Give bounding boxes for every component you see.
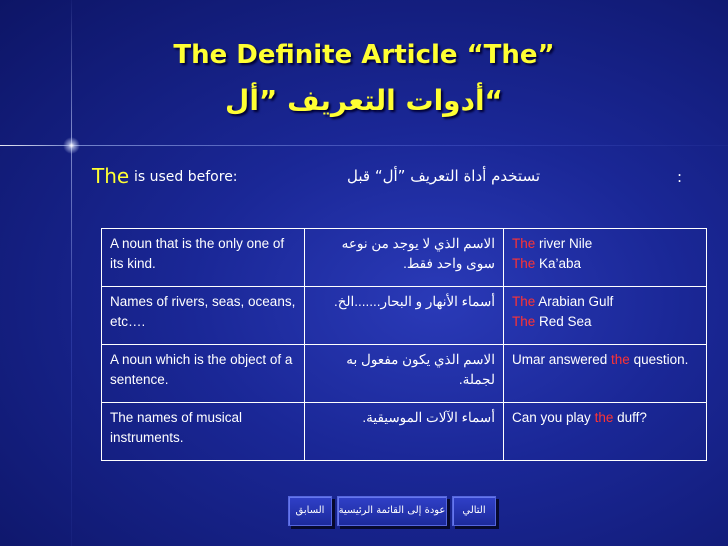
decorative-vertical-line bbox=[71, 0, 72, 546]
example-text: Umar answered bbox=[512, 352, 612, 367]
example-line bbox=[512, 408, 698, 428]
table-row bbox=[102, 345, 707, 403]
example-text: duff? bbox=[613, 410, 647, 425]
example-line bbox=[512, 234, 698, 254]
table-row bbox=[102, 287, 707, 345]
subtitle-colon: : bbox=[677, 168, 683, 186]
decorative-sparkle bbox=[63, 137, 80, 154]
subtitle bbox=[92, 164, 692, 190]
subtitle-used-before: is used before: bbox=[134, 169, 238, 185]
example-line bbox=[512, 292, 698, 312]
arabic-description-cell: أسماء الأنهار و البحار.......الخ. bbox=[305, 287, 504, 345]
english-description-cell: A noun that is the only one of its kind. bbox=[102, 229, 305, 287]
highlighted-article: the bbox=[611, 352, 630, 367]
example-line bbox=[512, 350, 698, 370]
example-text: Red Sea bbox=[535, 314, 592, 329]
english-description-cell: The names of musical instruments. bbox=[102, 403, 305, 461]
highlighted-article: the bbox=[594, 410, 614, 425]
rules-table bbox=[101, 228, 707, 461]
slide-title-arabic: “أدوات التعريف ”أل bbox=[225, 84, 503, 117]
english-description-cell: A noun which is the object of a sentence. bbox=[102, 345, 305, 403]
slide-title-english: The Definite Article “The” bbox=[173, 40, 555, 70]
example-text: Ka’aba bbox=[535, 256, 582, 271]
example-cell bbox=[504, 287, 707, 345]
main-menu-button[interactable]: عودة إلى القائمة الرئيسية bbox=[337, 496, 447, 526]
arabic-description-cell: الاسم الذي يكون مفعول به لجملة. bbox=[305, 345, 504, 403]
example-text: question. bbox=[629, 352, 689, 367]
example-cell bbox=[504, 345, 707, 403]
subtitle-arabic: تستخدم أداة التعريف ”أل“ قبل bbox=[347, 167, 541, 185]
next-button[interactable]: التالي bbox=[452, 496, 496, 526]
table-row bbox=[102, 229, 707, 287]
highlighted-article: The bbox=[512, 236, 536, 251]
example-text: Arabian Gulf bbox=[535, 294, 614, 309]
highlighted-article: The bbox=[512, 314, 536, 329]
highlighted-article: The bbox=[512, 294, 536, 309]
subtitle-the: The bbox=[92, 164, 130, 188]
example-text: Can you play bbox=[512, 410, 595, 425]
arabic-description-cell: أسماء الآلات الموسيقية. bbox=[305, 403, 504, 461]
example-line bbox=[512, 254, 698, 274]
example-line bbox=[512, 312, 698, 332]
example-text: river Nile bbox=[535, 236, 593, 251]
arabic-description-cell: الاسم الذي لا يوجد من نوعه سوى واحد فقط. bbox=[305, 229, 504, 287]
example-cell bbox=[504, 403, 707, 461]
highlighted-article: The bbox=[512, 256, 536, 271]
example-cell bbox=[504, 229, 707, 287]
english-description-cell: Names of rivers, seas, oceans, etc…. bbox=[102, 287, 305, 345]
previous-button[interactable]: السابق bbox=[288, 496, 332, 526]
table-row bbox=[102, 403, 707, 461]
rules-table-body bbox=[102, 229, 707, 461]
decorative-horizontal-line bbox=[0, 145, 728, 146]
